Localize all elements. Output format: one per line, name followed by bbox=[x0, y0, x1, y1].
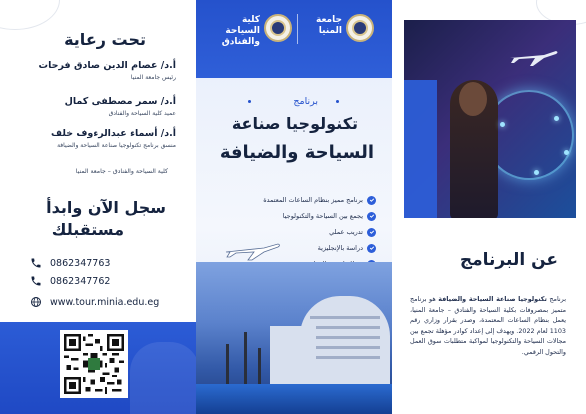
phone-icon bbox=[30, 257, 42, 269]
back-panel bbox=[0, 0, 196, 414]
faculty-line: كلية السياحة والفنادق – جامعة المنيا bbox=[75, 168, 168, 175]
logo-header bbox=[196, 0, 392, 78]
qr-code-graphic bbox=[64, 334, 124, 394]
patron-1 bbox=[0, 60, 176, 81]
accent-block bbox=[404, 80, 437, 218]
about-description: هو برنامج متميز بمصروفات بكلية السياحة والفنادق – جامعة المنيا، يعمل بنظام الساعات المعتمدة، وصدر بقرار وزاري رقم 1103 لعام 2022. ويهدف إلى إعداد كوادر مؤهلة تجمع بين مجالات السياحة والتكنولوجيا لمواكبة متطلبات سوق العمل والتحول الرقمي. bbox=[410, 295, 566, 356]
decorative-dot bbox=[248, 100, 251, 103]
globe-icon bbox=[30, 296, 42, 308]
check-icon bbox=[367, 244, 376, 253]
patron-role: رئيس جامعة المنيا bbox=[130, 74, 176, 81]
check-icon bbox=[367, 196, 376, 205]
website-link: www.tour.minia.edu.eg bbox=[50, 296, 160, 308]
pool bbox=[196, 384, 392, 414]
university-logo-icon bbox=[346, 14, 374, 42]
sponsorship-title: تحت رعاية bbox=[64, 30, 146, 49]
phone-number: 0862347763 bbox=[50, 257, 111, 269]
logo-divider bbox=[297, 14, 298, 44]
patron-name: أ.د/ سمر مصطفى كمال bbox=[64, 96, 176, 107]
decorative-dot bbox=[336, 100, 339, 103]
phone-row-1[interactable] bbox=[30, 255, 110, 271]
patron-name: أ.د/ عصام الدين صادق فرحات bbox=[38, 60, 176, 71]
check-icon bbox=[367, 228, 376, 237]
decorative-curve bbox=[0, 0, 60, 30]
patron-role: منسق برنامج تكنولوجيا صناعة السياحة والضيافة bbox=[57, 142, 176, 149]
hotel-wing bbox=[270, 326, 316, 388]
traveler-photo bbox=[404, 20, 576, 218]
palm-tree bbox=[244, 332, 247, 384]
university-logo-text: جامعة المنيا bbox=[316, 15, 342, 36]
patron-role: عميد كلية السياحة والفنادق bbox=[108, 110, 176, 117]
program-label: برنامج bbox=[293, 96, 318, 107]
airplane-icon bbox=[224, 238, 282, 262]
phone-icon bbox=[30, 275, 42, 287]
program-title-line-2: السياحة والضيافة bbox=[219, 142, 374, 163]
about-body bbox=[410, 294, 566, 357]
traveler-head bbox=[459, 82, 487, 116]
inside-panel bbox=[392, 0, 586, 414]
qr-code[interactable] bbox=[60, 330, 128, 398]
cta-line-2: مستقبلك bbox=[51, 220, 124, 239]
feature-item bbox=[283, 210, 376, 222]
feature-item bbox=[263, 194, 376, 206]
patron-3 bbox=[0, 128, 176, 149]
faculty-logo-text: كلية السياحة والفنادق bbox=[221, 15, 260, 47]
feature-item bbox=[329, 226, 376, 238]
airplane-icon bbox=[508, 46, 560, 68]
feature-text: برنامج مميز بنظام الساعات المعتمدة bbox=[263, 196, 363, 204]
phone-row-2[interactable] bbox=[30, 273, 110, 289]
hotel-photo bbox=[196, 262, 392, 414]
feature-item bbox=[318, 242, 376, 254]
palm-tree bbox=[226, 344, 229, 384]
decorative-silhouette bbox=[130, 342, 196, 414]
faculty-logo-icon bbox=[264, 14, 292, 42]
patron-name: أ.د/ أسماء عبدالرءوف خلف bbox=[51, 128, 176, 139]
patron-2 bbox=[0, 96, 176, 117]
cover-panel bbox=[196, 0, 392, 414]
website-row[interactable] bbox=[30, 294, 159, 310]
cta-line-1: سجل الآن وابدأ bbox=[46, 198, 166, 217]
check-icon bbox=[367, 212, 376, 221]
feature-text: يجمع بين السياحة والتكنولوجيا bbox=[282, 212, 363, 220]
program-title-line-1: تكنولوجيا صناعة bbox=[231, 114, 358, 133]
about-intro: برنامج bbox=[546, 295, 566, 303]
feature-text: دراسة بالإنجليزية bbox=[317, 244, 363, 252]
palm-tree bbox=[258, 348, 261, 384]
about-program-name: تكنولوجيا صناعة السياحة والضيافة bbox=[438, 295, 547, 303]
about-title: عن البرنامج bbox=[459, 250, 558, 270]
phone-number: 0862347762 bbox=[50, 275, 111, 287]
feature-text: تدريب عملي bbox=[329, 228, 363, 236]
